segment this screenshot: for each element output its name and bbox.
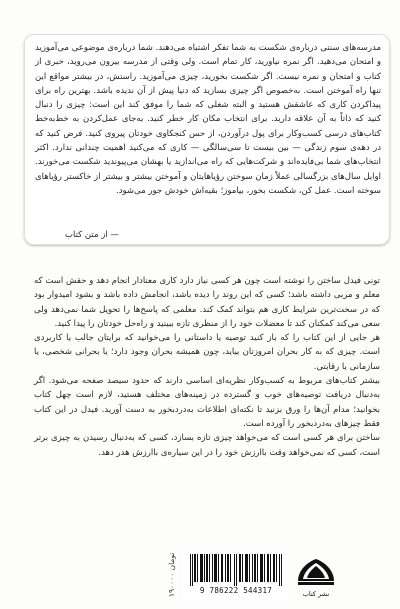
book-excerpt-box [24,34,390,245]
barcode-bars [190,554,282,586]
book-excerpt-text: مدرسه‌های سنتی درباره‌ی شکست به شما تفکر اشتباه می‌دهند. شما درباره‌ی موضوعی می‌آموزید و امتحان می‌دهید. اگر نمره نیاورید، کار تمام است. ولی وقتی از مدرسه بیرون می‌روید، خبری از کتاب و امتحان و نمره نیست. اگر شکست بخورید، چیزی می‌آموزید. راستش، در بیشتر مواقع این تنها راه آموختن است. به‌خصوص اگر چیزی بسازید که دنیا پیش از آن ندیده باشد. بهترین راه برای پیداکردن کاری که عاشقش هستید و البته شغلی که شما را موفق کند این است: چیزی را دنبال کنید که ذاتاً به آن علاقه دارید. برای انتخاب مکان کار خطر کنید. به‌جای عمل‌کردن به خط‌به‌خط کتاب‌های درسی کسب‌وکار برای پول درآوردن، از حس کنجکاوی خودتان پیروی کنید. فرض کنید که در دهه‌ی سوم زندگی — بین بیست تا سی‌سالگی — کاری که می‌کنید اهمیت چندانی ندارد. اکثر انتخاب‌های شما بی‌فایده‌اند و شرکت‌هایی که راه می‌اندازید یا بهشان می‌پیوندید شکست می‌خورند. اوایل سال‌های بزرگسالی عملاً زمان سوختن رؤیاهایتان و آموختن بیشتر و بیشتر از خاکستر رؤیاهای سوخته است. عمل کن، شکست بخور، بیاموز؛ بقیه‌اش خودش جور می‌شود. [35,43,381,196]
description-paragraph: تونی فیدل ساختن را نوشته است چون هر کسی نیاز دارد کاری معنادار انجام دهد و حقش است که معلم و مربی داشته باشد؛ کسی که این روند را دیده باشد، انجامش داده باشد و بشود امیدوار بود که در سخت‌ترین شرایط کاری هم بتواند کمک کند. معلمی که پاسخ‌ها را تحویل شما نمی‌دهد ولی سعی می‌کند کمکتان کند تا معضلات خود را از منظری تازه ببینید و راه‌حل خودتان را پیدا کنید. [34,276,380,329]
description-paragraph: بیشتر کتاب‌های مربوط به کسب‌وکار نظریه‌ای اساسی دارند که حدود سیصد صفحه می‌شود. اگر به‌دنبال دریافت توصیه‌های خوب و گسترده در زمینه‌های مختلف هستید، لازم است چهل کتاب بخوانید؛ مدام آن‌ها را ورق بزنید تا نکته‌ای اطلاعات به‌دردبخور به دست آورید. فیدل در این کتاب فقط چیزهای به‌دردبخور را آورده است. [34,376,380,429]
description-paragraph: هر جایی از این کتاب را که باز کنید توصیه یا داستانی را می‌خوانید که برایتان جالب یا کاربردی است. چیزی که به کار بحران امروزتان بیاید، چون همیشه بحران وجود دارد؛ یا بحرانی شخصی، یا سازمانی یا رقابتی. [34,333,380,372]
description-text [34,274,380,460]
excerpt-source: — از متن کتاب [65,230,119,240]
description-paragraph: ساختن برای هر کسی است که می‌خواهد چیزی تازه بسازد، کسی که به‌دنبال رسیدن به چیزی برتر است، کسی که نمی‌خواهد وقت باارزش خود را در این سیاره‌ی باارزش هدر دهد. [34,433,380,458]
price-label: ۱۹۰۰۰۰ تومان [167,552,176,598]
isbn-barcode [182,551,288,599]
book-description [24,255,388,489]
publisher-name: نشر کتاب [302,590,330,598]
isbn-digits: 9 786222 544317 [199,586,273,595]
